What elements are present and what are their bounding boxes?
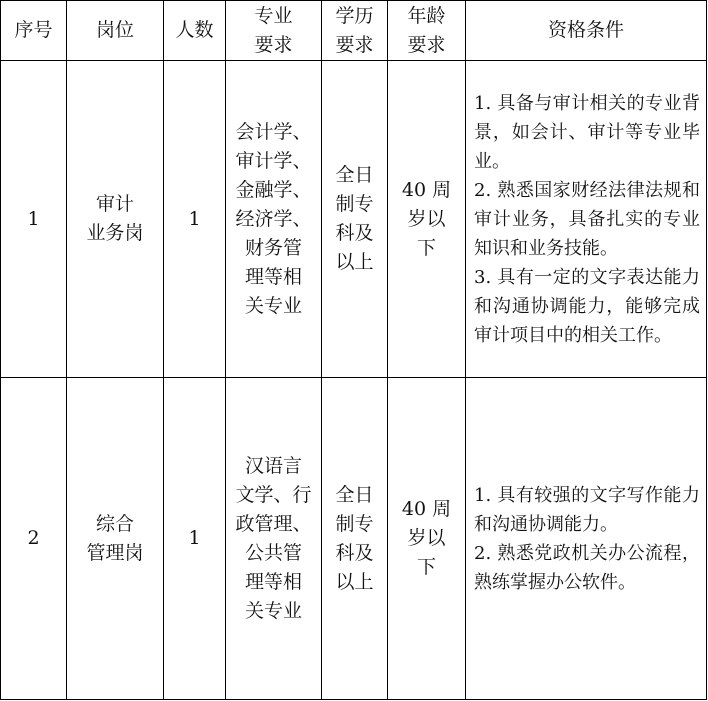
header-row — [1, 1, 707, 61]
header-education: 学历 要求 — [322, 1, 388, 61]
row-seq: 2 — [1, 378, 67, 700]
row-education: 全日 制专 科及 以上 — [322, 378, 388, 700]
row-major: 会计学、 审计学、 金融学、 经济学、 财务管 理等相 关专业 — [226, 61, 322, 378]
header-seq: 序号 — [1, 1, 67, 61]
qualification-item: 3. 具有一定的文字表达能力和沟通协调能力，能够完成审计项目中的相关工作。 — [474, 266, 700, 346]
row-age: 40 周 岁以 下 — [388, 61, 466, 378]
row-count: 1 — [164, 61, 226, 378]
qualification-item: 2. 熟悉党政机关办公流程，熟练掌握办公软件。 — [474, 542, 700, 593]
row-seq: 1 — [1, 61, 67, 378]
row-count: 1 — [164, 378, 226, 700]
row-qualifications — [466, 61, 707, 378]
header-major: 专业 要求 — [226, 1, 322, 61]
header-age: 年龄 要求 — [388, 1, 466, 61]
row-post: 审计 业务岗 — [67, 61, 164, 378]
header-post: 岗位 — [67, 1, 164, 61]
row-age: 40 周 岁以 下 — [388, 378, 466, 700]
row-qualifications — [466, 378, 707, 700]
header-qualifications: 资格条件 — [466, 1, 707, 61]
row-education: 全日 制专 科及 以上 — [322, 61, 388, 378]
qualification-item: 1. 具有较强的文字写作能力和沟通协调能力。 — [474, 484, 700, 535]
table-row — [1, 378, 707, 700]
header-count: 人数 — [164, 1, 226, 61]
qualification-item: 2. 熟悉国家财经法律法规和审计业务，具备扎实的专业知识和业务技能。 — [474, 179, 700, 259]
table-row — [1, 61, 707, 378]
row-post: 综合 管理岗 — [67, 378, 164, 700]
row-major: 汉语言 文学、行 政管理、 公共管 理等相 关专业 — [226, 378, 322, 700]
qualification-item: 1. 具备与审计相关的专业背景，如会计、审计等专业毕业。 — [474, 92, 700, 172]
